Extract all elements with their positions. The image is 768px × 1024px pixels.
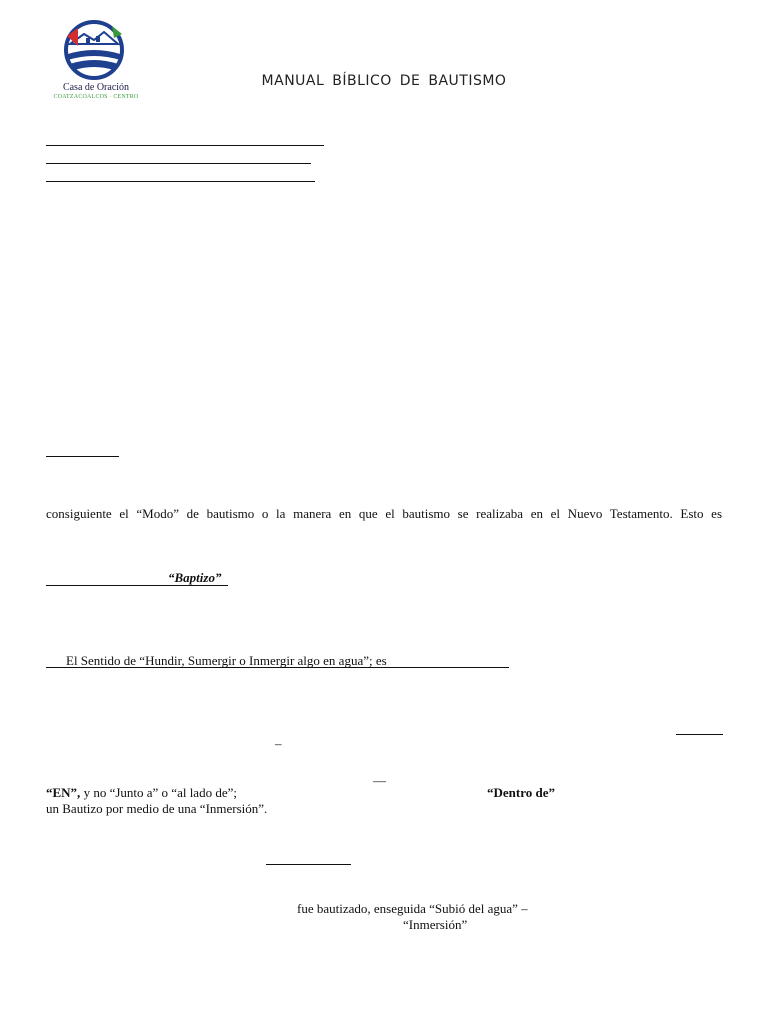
- term-dentro-de: “Dentro de”: [487, 785, 556, 800]
- blank-line-1: [46, 145, 324, 146]
- dash-1: –: [275, 736, 282, 751]
- underline-sentido: [46, 667, 509, 668]
- logo-text-location: COATZACOALCOS · CENTRO: [53, 94, 139, 100]
- text-en-line: [46, 786, 237, 800]
- text-subio-del-agua: fue bautizado, enseguida “Subió del agua” –: [297, 901, 528, 916]
- term-en: “EN”,: [46, 785, 81, 800]
- blank-line-right: [676, 734, 723, 735]
- term-baptizo: “Baptizo”: [168, 570, 222, 585]
- document-title: MANUAL BÍBLICO DE BAUTISMO: [261, 73, 507, 89]
- text-inmersion: “Inmersión”: [403, 917, 468, 932]
- blank-line-baptizo: [46, 585, 228, 586]
- blank-line-3: [46, 181, 315, 182]
- blank-line-2: [46, 163, 311, 164]
- blank-line-4: [46, 456, 119, 457]
- logo-emblem-icon: [48, 16, 144, 86]
- logo-text-name: Casa de Oración: [62, 82, 130, 93]
- text-sentido: El Sentido de “Hundir, Sumergir o Inmergir algo en agua”; es: [66, 653, 387, 668]
- paragraph-modo: consiguiente el “Modo” de bautismo o la manera en que el bautismo se realizaba en el Nuevo Testamento. Esto es: [46, 506, 722, 521]
- blank-line-5: [266, 864, 351, 865]
- dash-2: —: [373, 773, 386, 788]
- text-bautizo-inmersion: un Bautizo por medio de una “Inmersión”.: [46, 801, 268, 816]
- text-junto-a: y no “Junto a” o “al lado de”;: [80, 785, 237, 800]
